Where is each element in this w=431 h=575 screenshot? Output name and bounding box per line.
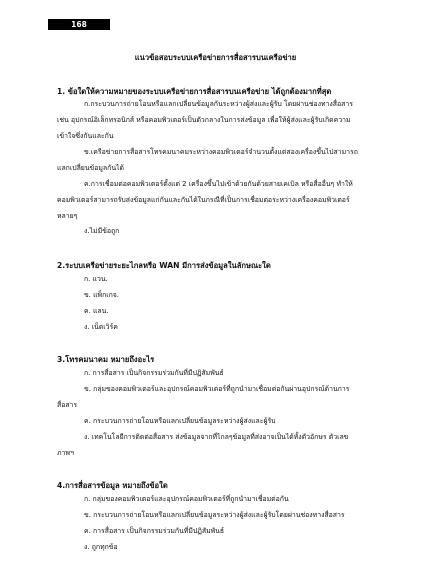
q4-option-d: ง. ถูกทุกข้อ — [84, 543, 118, 551]
q4-option-a: ก. กลุ่มของคอมพิวเตอร์และอุปกรณ์คอมพิวเตอร์ที่ถูกนำมาเชื่อมต่อกัน — [84, 495, 289, 503]
q2-option-b: ข. แพ็กเกจ. — [84, 291, 120, 299]
q3-option-b: ข. กลุ่มของคอมพิวเตอร์และอุปกรณ์คอมพิวเตอร์ที่ถูกนำมาเชื่อมต่อกันผ่านอุปกรณ์ด้านการ — [84, 385, 350, 393]
page-number: 168 — [48, 19, 110, 30]
q2-option-c: ค. แลน. — [84, 307, 109, 315]
q2-option-a: ก. แวน. — [84, 275, 108, 283]
question-3: 3.โทรคมนาคม หมายถึงอะไร — [57, 355, 155, 364]
page-title: แนวข้อสอบระบบเครือข่ายการสื่อสารบนเครือข่าย — [134, 53, 297, 62]
q4-option-b: ข. กระบวนการถ่ายโอนหรือแลกเปลี่ยนข้อมูลระหว่างผู้ส่งและผู้รับโดยผ่านช่องทางสื่อสาร — [84, 511, 345, 519]
q1-option-d: ง.ไม่มีข้อถูก — [84, 227, 120, 235]
q1-option-c-cont: คอมพิวเตอร์สามารถรับส่งข้อมูลแก่กันและกันได้ในกรณีที่เป็นการเชื่อมต่อระหว่างเครื่องคอมพิวเตอร์ — [57, 196, 350, 204]
q4-option-c: ค. การสื่อสาร เป็นกิจกรรมร่วมกันที่มีปฏิสัมพันธ์ — [84, 527, 225, 535]
question-4: 4.การสื่อสารข้อมูล หมายถึงข้อใด — [57, 481, 168, 490]
q3-option-a: ก. การสื่อสาร เป็นกิจกรรมร่วมกันที่มีปฏิสัมพันธ์ — [84, 369, 224, 377]
q1-option-c-cont: หลายๆ — [57, 212, 78, 220]
q3-option-d-cont: ภาพฯ — [57, 449, 74, 457]
q1-option-a: ก.กระบวนการถ่ายโอนหรือแลกเปลี่ยนข้อมูลกันระหว่างผู้ส่งและผู้รับ โดยผ่านช่องทางสื่อสาร — [84, 100, 353, 108]
q1-option-b: ข.เครือข่ายการสื่อสารโทรคมนาคมระหว่างคอมพิวเตอร์จำนวนตั้งแต่สองเครื่องขึ้นไปสามารถ — [84, 148, 358, 156]
q1-option-b-cont: แลกเปลี่ยนข้อมูลกันได้ — [57, 164, 124, 172]
q1-option-c: ค.การเชื่อมต่อคอมพิวเตอร์ตั้งแต่ 2 เครื่องขึ้นไปเข้าด้วยกันด้วยสายเคเบิล หรือสื่ออื่นๆ ทำให้ — [84, 180, 353, 188]
q3-option-c: ค. กระบวนการถ่ายโอนหรือแลกเปลี่ยนข้อมูลระหว่างผู้ส่งและผู้รับ — [84, 417, 276, 425]
q1-option-a-cont: เช่น อุปกรณ์อิเล็กทรอนิกส์ หรือคอมพิวเตอร์เป็นตัวกลางในการส่งข้อมูล เพื่อให้ผู้ส่งและผู้รับเกิดความ — [57, 116, 351, 124]
q3-option-d: ง. เทคโนโลยีการติดต่อสื่อสาร ส่งข้อมูลจากที่ไกลๆข้อมูลที่ส่งอาจเป็นได้ทั้งตัวอักษร ตัวเลข — [84, 433, 349, 441]
question-2: 2.ระบบเครือข่ายระยะไกลหรือ WAN มีการส่งข้อมูลในลักษณะใด — [57, 261, 271, 270]
q1-option-a-cont: เข้าใจซึ่งกันและกัน — [57, 132, 114, 140]
q2-option-d: ง. เน็ตเวิร์ค — [84, 323, 118, 331]
q3-option-b-cont: สื่อสาร — [57, 401, 78, 409]
question-1: 1. ข้อใดให้ความหมายของระบบเครือข่ายการสื่อสารบนเครือข่าย ได้ถูกต้องมากที่สุด — [57, 87, 332, 96]
